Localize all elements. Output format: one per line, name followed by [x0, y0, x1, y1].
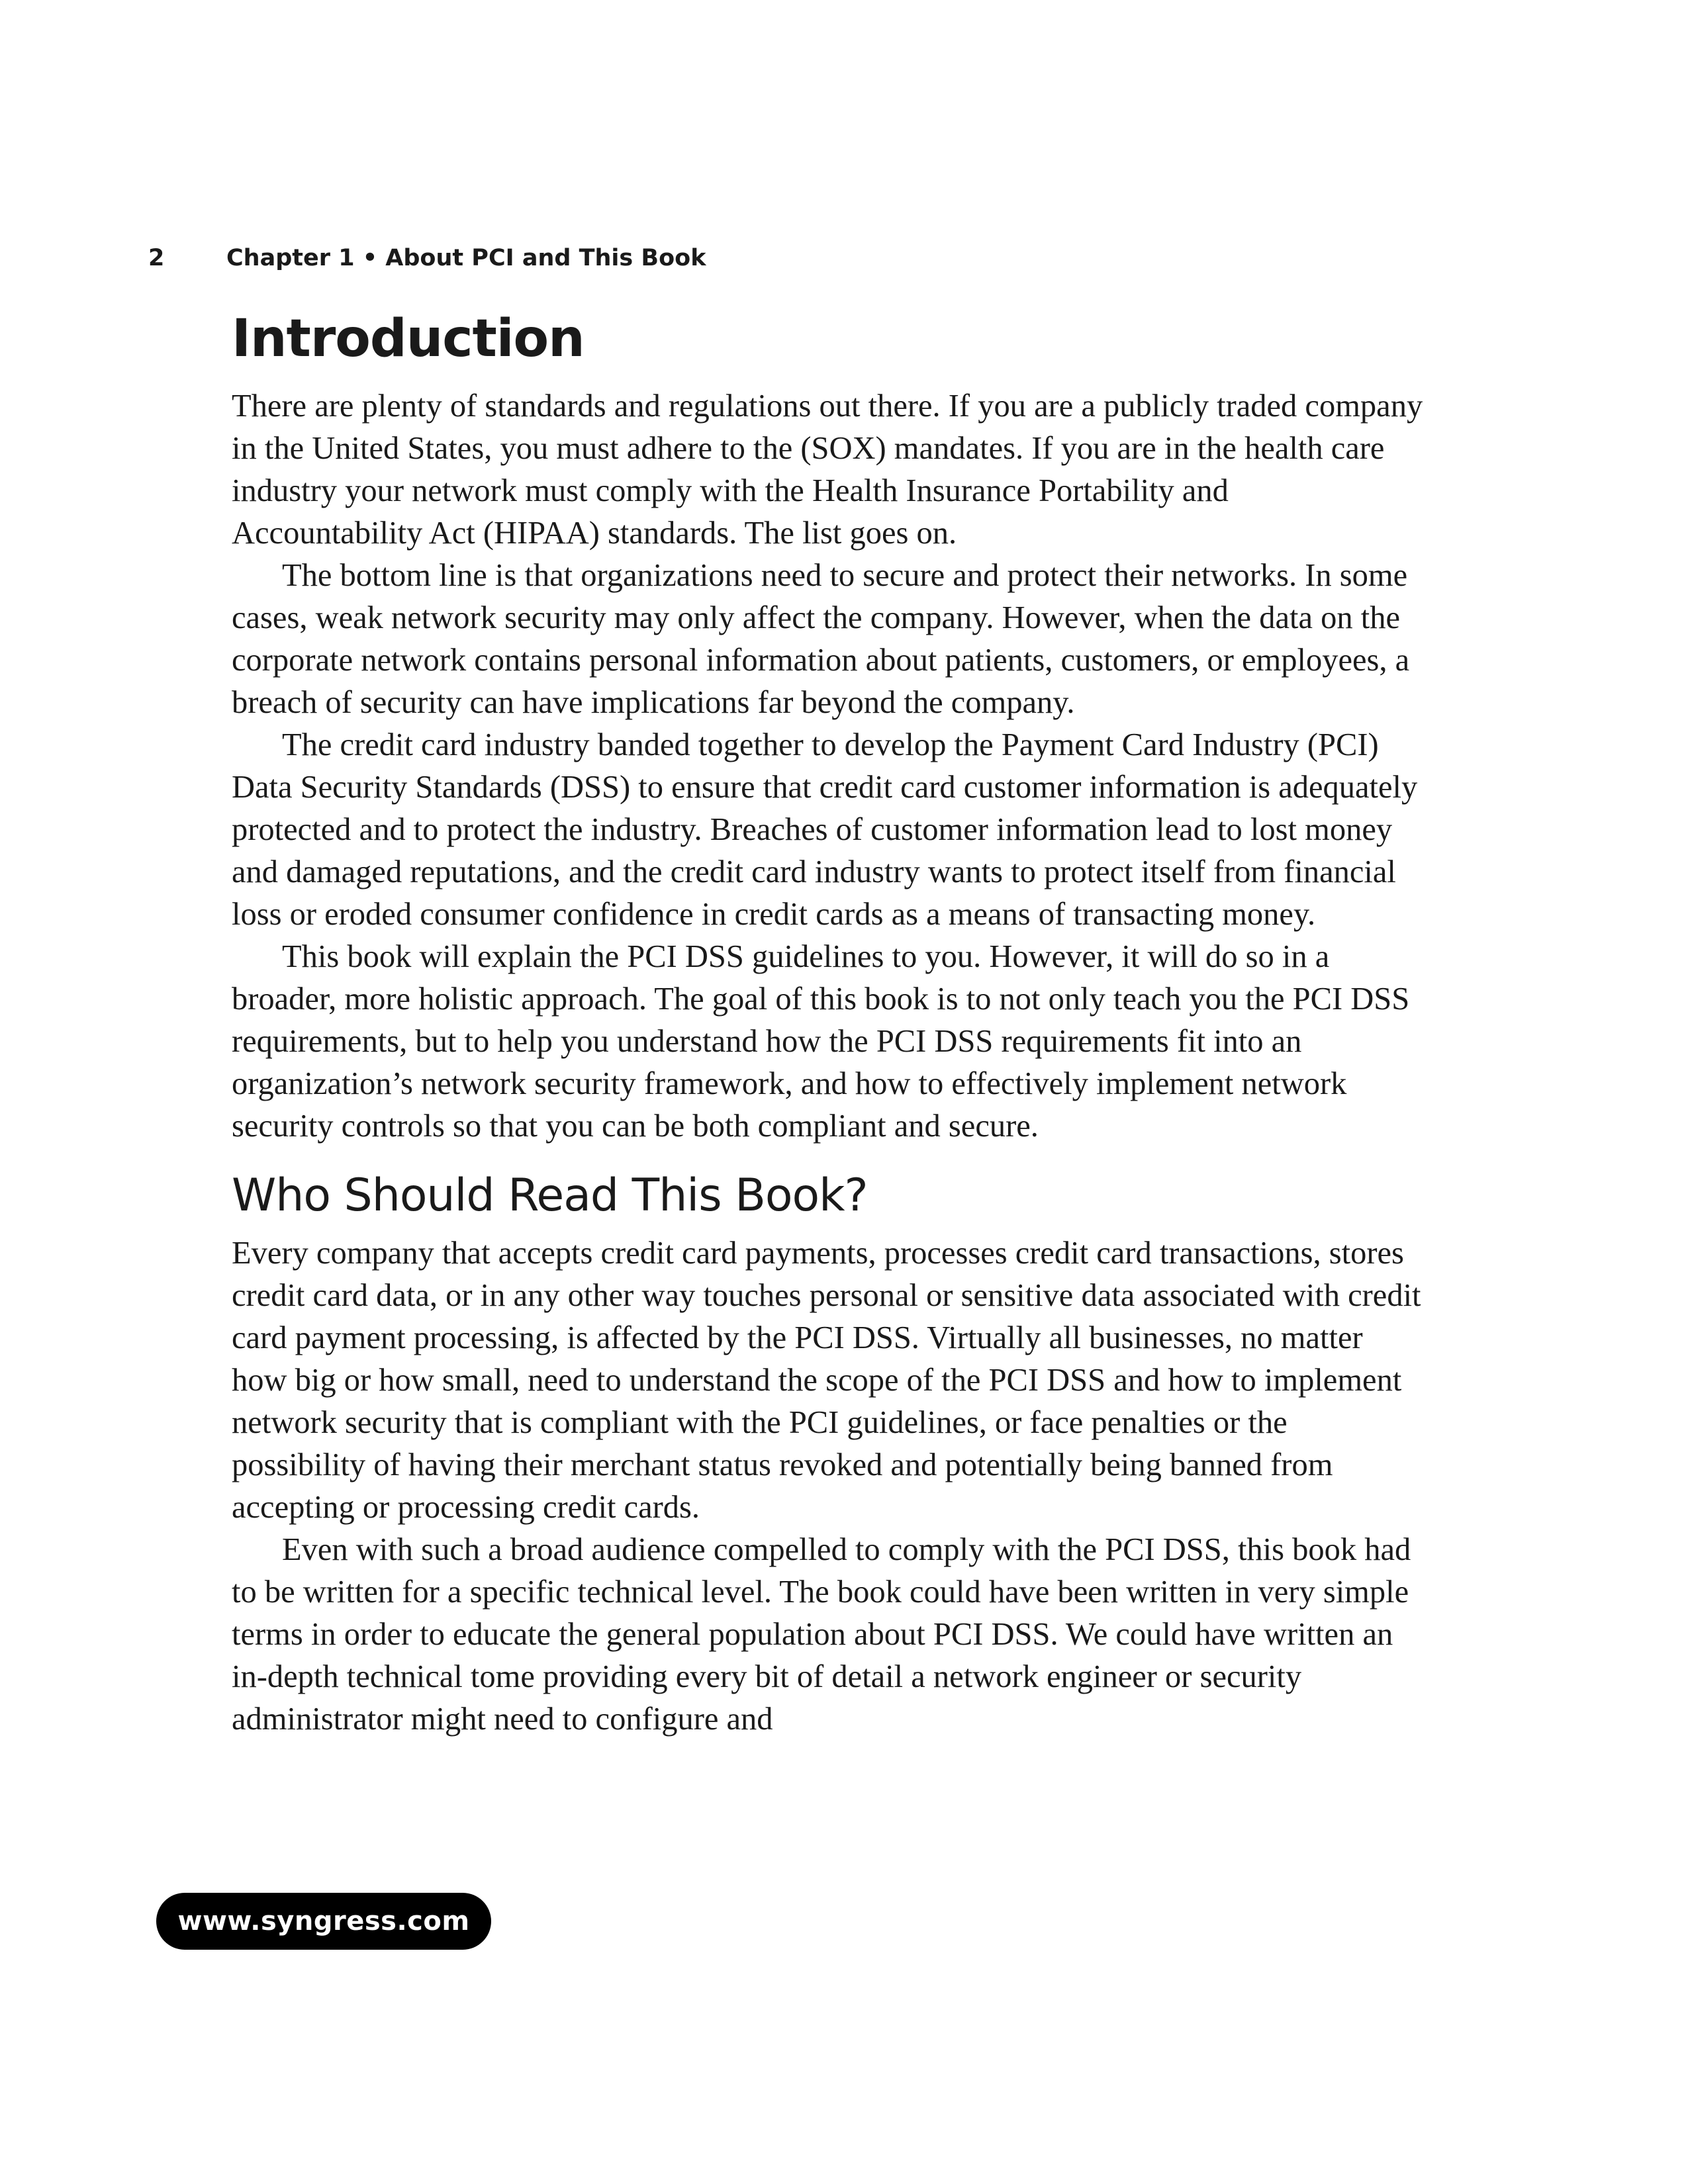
page-number: 2	[148, 245, 165, 271]
paragraph: Even with such a broad audience compelled to comply with the PCI DSS, this book had to be written for a specific technical level. The book could have been written in very simple terms in order to educate the general population about PCI DSS. We could have written an in-depth technical tome providing every bit of detail a network engineer or security administrator might need to configure and	[232, 1532, 1411, 1737]
paragraph: Every company that accepts credit card payments, processes credit card transactions, stores credit card data, or in any other way touches personal or sensitive data associated with credit card payment processing, is affected by the PCI DSS. Virtually all businesses, no matter how big or how small, need to understand the scope of the PCI DSS and how to implement network security that is compliant with the PCI guidelines, or face penalties or the possibility of having their merchant status revoked and potentially being banned from accepting or processing credit cards.	[232, 1236, 1421, 1525]
section-heading-introduction: Introduction	[232, 309, 585, 369]
chapter-title: Chapter 1 • About PCI and This Book	[226, 245, 706, 271]
paragraph: There are plenty of standards and regulations out there. If you are a publicly traded company in the United States, you must adhere to the (SOX) mandates. If you are in the health care industry your network must comply with the Health Insurance Portability and Accountability Act (HIPAA) standards. The list goes on.	[232, 388, 1423, 551]
paragraph: The bottom line is that organizations need to secure and protect their networks. In some cases, weak network security may only affect the company. However, when the data on the corporate network contains personal information about patients, customers, or employees, a breach of security can have implications far beyond the company.	[232, 558, 1410, 720]
page-content	[232, 299, 1423, 1741]
running-head	[148, 240, 1406, 277]
paragraph: This book will explain the PCI DSS guidelines to you. However, it will do so in a broader, more holistic approach. The goal of this book is to not only teach you the PCI DSS requirements, but to help you understand how the PCI DSS requirements fit into an organization’s network security framework, and how to effectively implement network security controls so that you can be both compliant and secure.	[232, 939, 1410, 1144]
paragraph: The credit card industry banded together to develop the Payment Card Industry (PCI) Data Security Standards (DSS) to ensure that credit card customer information is adequately protected and to protect the industry. Breaches of customer information lead to lost money and damaged reputations, and the credit card industry wants to protect itself from financial loss or eroded consumer confidence in credit cards as a means of transacting money.	[232, 727, 1418, 932]
section-heading-who-should-read: Who Should Read This Book?	[232, 1169, 868, 1222]
publisher-url-badge: www.syngress.com	[156, 1893, 491, 1950]
